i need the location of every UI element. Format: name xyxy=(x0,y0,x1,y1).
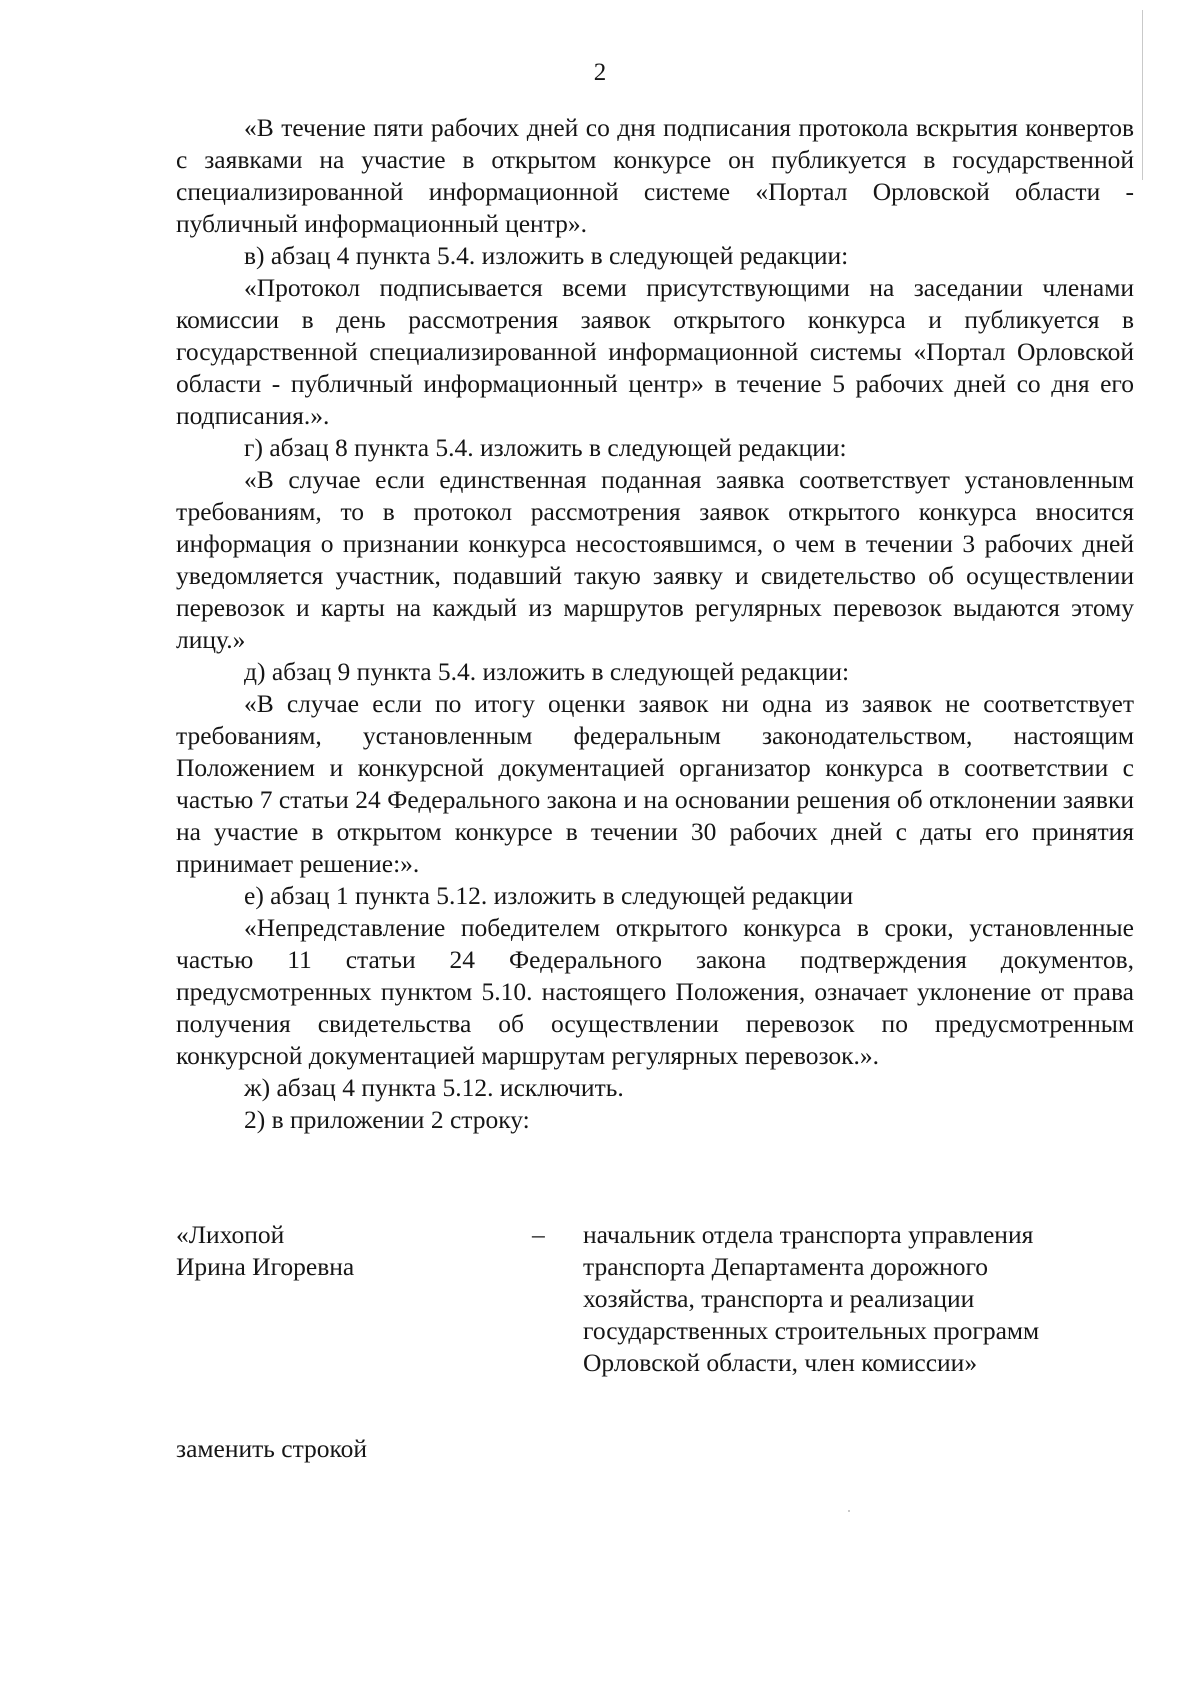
scan-edge-mark xyxy=(1142,10,1143,180)
member-position xyxy=(583,1219,1143,1379)
paragraph-protocol-opening: «В течение пяти рабочих дней со дня подписания протокола вскрытия конвертов с заявками на участие в открытом конкурсе он публикуется в государственной специализированной информационной системе «Портал Орловской области - публичный информационный центр». xyxy=(176,113,1134,238)
paragraph-no-compliant-application: «В случае если по итогу оценки заявок ни одна из заявок не соответствует требованиям, установленным федеральным законодательством, настоящим Положением и конкурсной документацией организатор конкурса в соответствии с частью 7 статьи 24 Федерального закона и на основании решения об отклонении заявки на участие в открытом конкурсе в течении 30 рабочих дней с даты его принятия принимает решение:». xyxy=(176,689,1134,878)
amendment-item-zh: ж) абзац 4 пункта 5.12. исключить. xyxy=(244,1073,624,1102)
member-position-line: государственных строительных программ xyxy=(583,1316,1040,1345)
scan-speck xyxy=(848,1510,850,1512)
replace-with-line-text: заменить строкой xyxy=(176,1434,368,1463)
paragraph-protocol-signing: «Протокол подписывается всеми присутствующими на заседании членами комиссии в день рассмотрения заявок открытого конкурса и публикуется в государственной специализированной информационной системы «Портал Орловской области - публичный информационный центр» в течение 5 рабочих дней со дня его подписания.». xyxy=(176,273,1134,430)
amendment-item-v: в) абзац 4 пункта 5.4. изложить в следующей редакции: xyxy=(244,241,849,270)
member-surname: «Лихопой xyxy=(176,1220,285,1249)
paragraph-winner-nonsubmission: «Непредставление победителем открытого конкурса в сроки, установленные частью 11 статьи 24 Федерального закона подтверждения документов, предусмотренных пунктом 5.10. настоящего Положения, означает уклонение от права получения свидетельства об осуществлении перевозок по предусмотренным конкурсной документацией маршрутам регулярных перевозок.». xyxy=(176,913,1134,1070)
page-number: 2 xyxy=(593,59,607,86)
amendment-item-2: 2) в приложении 2 строку: xyxy=(244,1105,530,1134)
document-body xyxy=(176,112,1134,1136)
member-dash: – xyxy=(532,1220,545,1249)
member-position-line: Орловской области, член комиссии» xyxy=(583,1348,978,1377)
member-given-names: Ирина Игоревна xyxy=(176,1252,355,1281)
member-position-line: транспорта Департамента дорожного xyxy=(583,1252,989,1281)
paragraph-single-application: «В случае если единственная поданная заявка соответствует установленным требованиям, то в протокол рассмотрения заявок открытого конкурса вносится информация о признании конкурса несостоявшимся, о чем в течении 3 рабочих дней уведомляется участник, подавший такую заявку и свидетельство об осуществлении перевозок и карты на каждый из маршрутов регулярных перевозок выдаются этому лицу.» xyxy=(176,465,1134,654)
amendment-item-e: е) абзац 1 пункта 5.12. изложить в следующей редакции xyxy=(244,881,854,910)
amendment-item-d: д) абзац 9 пункта 5.4. изложить в следующей редакции: xyxy=(244,657,850,686)
member-position-line: хозяйства, транспорта и реализации xyxy=(583,1284,975,1313)
member-position-line: начальник отдела транспорта управления xyxy=(583,1220,1034,1249)
amendment-item-g: г) абзац 8 пункта 5.4. изложить в следующей редакции: xyxy=(244,433,847,462)
member-name xyxy=(176,1219,496,1283)
